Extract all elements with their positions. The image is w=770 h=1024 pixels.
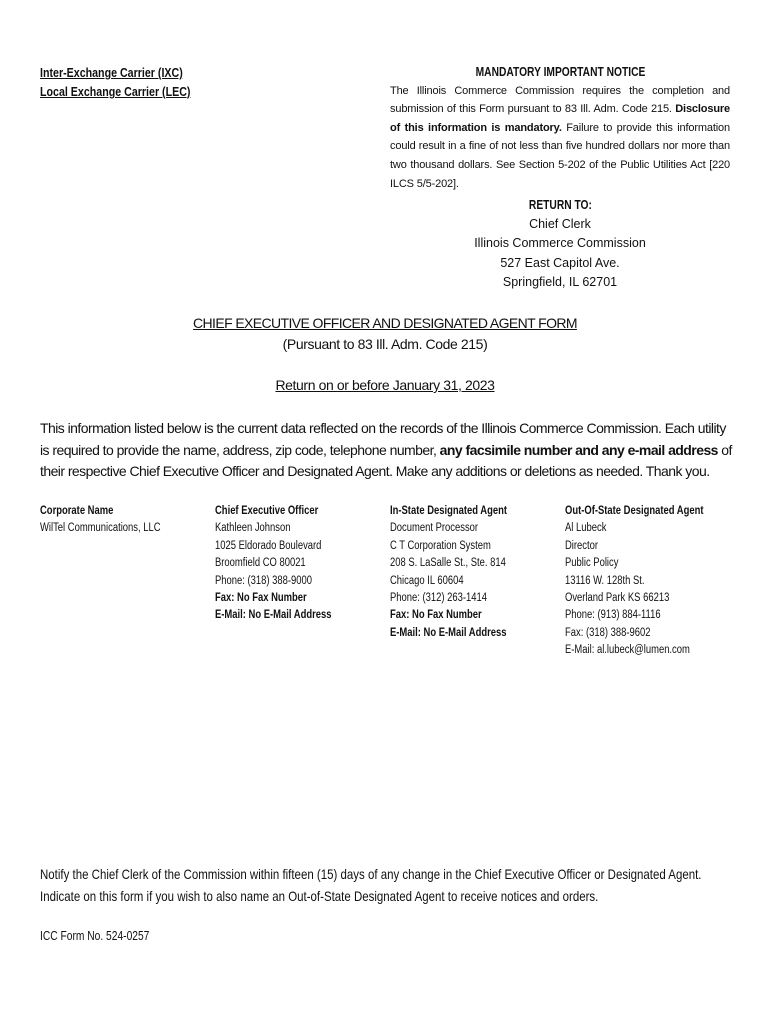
intro-bold-text: any facsimile number and any e-mail address (439, 441, 718, 458)
form-title: CHIEF EXECUTIVE OFFICER AND DESIGNATED AGENT FORM (193, 315, 577, 331)
instate-line: Document Processor (390, 522, 479, 535)
notice-text-2: Failure to provide this information could result in a fine of not less than five hundred dollars nor more than two thousand dollars. See Section 5-202 of the Public Utilities Act [220 ILCS 5/5-202]. (390, 121, 730, 190)
column-header: Chief Executive Officer (215, 505, 319, 517)
outstate-agent-column (565, 503, 734, 660)
ceo-line: 1025 Eldorado Boulevard (215, 539, 322, 552)
notice-text-1: The Illinois Commerce Commission requires the completion and submission of this Form pursuant to 83 Ill. Adm. Code 215. (390, 84, 730, 116)
return-line: Illinois Commerce Commission (474, 236, 646, 251)
corporate-column (40, 503, 187, 538)
instate-fax: Fax: No Fax Number (390, 609, 482, 622)
instate-line: 208 S. LaSalle St., Ste. 814 (390, 557, 506, 570)
form-title-block (0, 313, 770, 355)
column-header: Corporate Name (40, 505, 114, 517)
ceo-line: Kathleen Johnson (215, 522, 291, 535)
notify-line: Indicate on this form if you wish to also name an Out-of-State Designated Agent to receive notices and orders. (40, 887, 599, 904)
ceo-line: Broomfield CO 80021 (215, 557, 306, 570)
intro-text-2: of their respective Chief Executive Officer and Designated Agent. Make any additions or deletions as needed. Thank you. (40, 441, 732, 479)
corporate-name: WilTel Communications, LLC (40, 522, 161, 535)
outstate-line: Overland Park KS 66213 (565, 592, 670, 605)
due-date: Return on or before January 31, 2023 (275, 377, 495, 393)
instate-line: Chicago IL 60604 (390, 574, 464, 587)
instate-line: C T Corporation System (390, 539, 491, 552)
notify-instructions (40, 864, 770, 907)
notify-line: Notify the Chief Clerk of the Commission within fifteen (15) days of any change in the Chief Executive Officer or Designated Agent. (40, 866, 702, 882)
outstate-line: Director (565, 539, 599, 552)
outstate-line: Phone: (913) 884-1116 (565, 609, 661, 622)
return-line: Chief Clerk (529, 217, 591, 232)
instate-agent-column (390, 503, 533, 642)
outstate-line: Fax: (318) 388-9602 (565, 626, 651, 639)
instate-line: Phone: (312) 263-1414 (390, 592, 488, 605)
intro-paragraph (40, 418, 732, 483)
return-heading: RETURN TO: (528, 198, 592, 212)
form-number: ICC Form No. 524-0257 (40, 929, 150, 943)
outstate-email: E-Mail: al.lubeck@lumen.com (565, 644, 690, 657)
outstate-line: Public Policy (565, 557, 619, 570)
outstate-line: Al Lubeck (565, 522, 607, 535)
notice-bold-text: Disclosure of this information is mandatory. (390, 103, 731, 134)
mandatory-notice (390, 63, 730, 193)
ceo-email: E-Mail: No E-Mail Address (215, 609, 332, 622)
intro-text-1: This information listed below is the current data reflected on the records of the Illinois Commerce Commission. Each utility is required to provide the name, address, zip code, telephone number, (40, 420, 726, 458)
notice-body (390, 82, 730, 194)
form-subtitle: (Pursuant to 83 Ill. Adm. Code 215) (282, 336, 488, 352)
instate-email: E-Mail: No E-Mail Address (390, 626, 507, 639)
column-header: In-State Designated Agent (390, 505, 508, 517)
ceo-column (215, 503, 357, 625)
outstate-line: 13116 W. 128th St. (565, 574, 645, 587)
ceo-fax: Fax: No Fax Number (215, 592, 307, 605)
column-header: Out-Of-State Designated Agent (565, 505, 704, 517)
carrier-type-lec: Local Exchange Carrier (LEC) (40, 84, 191, 99)
carrier-type-ixc: Inter-Exchange Carrier (IXC) (40, 65, 183, 80)
return-line: Springfield, IL 62701 (502, 274, 618, 289)
return-address (390, 196, 730, 292)
ceo-line: Phone: (318) 388-9000 (215, 574, 313, 587)
notice-title: MANDATORY IMPORTANT NOTICE (475, 65, 645, 79)
carrier-types (40, 63, 224, 101)
return-line: 527 East Capitol Ave. (500, 255, 620, 270)
